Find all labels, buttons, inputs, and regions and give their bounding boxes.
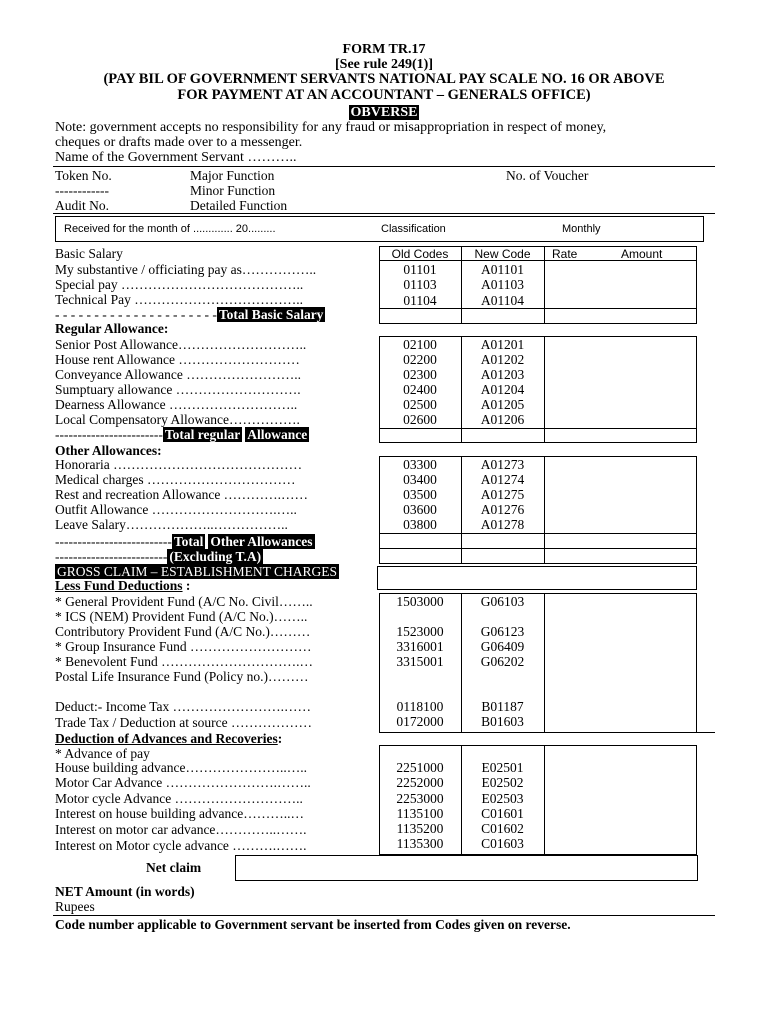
advance-row-old: 2251000 [396,760,444,775]
row-line [379,533,697,534]
basic-salary-heading: Basic Salary [55,246,123,261]
row-line [379,308,697,309]
regular-row-label: Senior Post Allowance……………………….. [55,337,307,352]
form-title-line2: FOR PAYMENT AT AN ACCOUNTANT – GENERALS OFFICE) [177,87,591,103]
regular-row-label: Sumptuary allowance ………………………. [55,382,301,397]
other-total-row2 [55,549,263,564]
row-line [379,428,697,429]
deduction-row-old: 1523000 [396,624,444,639]
obverse-label: OBVERSE [350,105,418,120]
basic-row-new: A01103 [481,277,524,292]
other-row-new: A01274 [480,472,525,487]
other-total-row1 [55,534,315,549]
excluding-ta: (Excluding T.A) [169,549,262,564]
advance-row-label: Interest on motor car advance…………..……. [55,822,307,837]
col-line [544,745,545,855]
gross-claim-wrap [55,564,339,579]
basic-row-new: A01104 [481,293,524,308]
advance-row-old: 1135100 [396,806,444,821]
regular-row-old: 02100 [403,337,437,352]
basic-total-row [55,307,325,322]
rate-header: Rate [552,247,578,261]
advance-row-label: Interest on Motor cycle advance ……….……. [55,838,307,853]
basic-row-label: Special pay ………………………………….. [55,277,304,292]
other-heading-text: Other Allowances [55,443,158,458]
advance-row-old: 1135200 [396,821,444,836]
other-total-label: Other Allowances [210,534,313,549]
regular-row-label: Dearness Allowance ……………………….. [55,397,298,412]
deduction-row-label: Deduct:- Income Tax …………………….…… [55,699,312,714]
regular-row-new: A01201 [480,337,525,352]
other-row-old: 03400 [403,472,437,487]
other-row-new: A01275 [480,487,525,502]
deduction-row-old: 0118100 [396,699,444,714]
regular-row-old: 02300 [403,367,437,382]
divider [53,213,715,214]
other-row-label: Honoraria …………………………………… [55,457,303,472]
net-amount-words: NET Amount (in words) [55,884,195,899]
other-row-old: 03300 [403,457,437,472]
basic-row-label: Technical Pay ……………………………….. [55,292,304,307]
basic-row-old: 01101 [403,262,437,277]
regular-row-new: A01206 [480,412,525,427]
advance-row-new: E02503 [481,791,524,806]
major-function: Major Function [190,168,275,183]
other-row-new: A01276 [480,502,525,517]
advance-row-old: 1135300 [396,836,444,851]
gross-claim-box [377,566,697,590]
advance-row-label: Motor Car Advance …………………….…….. [55,775,311,790]
deduction-row-new: G06103 [480,594,525,609]
received-month: Received for the month of ............. 20......... [64,223,276,235]
regular-row-new: A01203 [480,367,525,382]
other-total-dashes: -------------------------- [55,534,172,549]
fund-deductions-heading: Less Fund Deductions : [55,578,191,593]
detailed-function: Detailed Function [190,198,288,213]
other-row-label: Medical charges …………………………… [55,472,296,487]
advance-row-label: House building advance…………………..….. [55,760,307,775]
advance-row-new: C01603 [481,836,524,851]
other-allowances-heading: Other Allowances: [55,443,162,458]
deduction-row-new: B01603 [481,714,524,729]
classification-label: Classification [381,223,446,235]
monthly-label: Monthly [562,223,601,235]
net-claim-box [235,855,698,881]
deduction-row-new: G06123 [480,624,525,639]
regular-row-label: Conveyance Allowance …………………….. [55,367,301,382]
advance-row-old: 2253000 [396,791,444,806]
regular-row-label: House rent Allowance ……………………… [55,352,300,367]
col-line [544,593,545,733]
regular-total-dashes: ------------------------ [55,427,163,442]
row-line [379,260,697,261]
regular-row-new: A01205 [480,397,525,412]
regular-row-old: 02400 [403,382,437,397]
footer-note: Code number applicable to Government servant be inserted from Codes given on reverse. [55,917,571,932]
audit-label: Audit No. [55,198,109,213]
other-row-label: Rest and recreation Allowance ………….…… [55,487,309,502]
col-line [544,336,545,443]
advance-row-new: C01601 [481,806,524,821]
regular-row-new: A01204 [480,382,525,397]
row-line [379,548,697,549]
deduction-row-label: Contributory Provident Fund (A/C No.)……… [55,624,311,639]
other-row-old: 03800 [403,517,437,532]
note-line2: cheques or drafts made over to a messenger. [55,135,303,150]
regular-total-row [55,427,309,442]
advance-row-label: Interest on house building advance………..… [55,806,304,821]
deduction-row-new: G06202 [480,654,525,669]
advance-row-old: 2252000 [396,775,444,790]
deduction-row-old: 1503000 [396,594,444,609]
rule-reference: [See rule 249(1)] [335,57,433,72]
basic-row-label: My substantive / officiating pay as…………….. [55,262,317,277]
deduction-row-label: * ICS (NEM) Provident Fund (A/C No.)…….. [55,609,308,624]
other-total-word: Total [173,534,204,549]
net-claim-label: Net claim [146,860,202,875]
total-regular-allowance: Allowance [247,427,308,442]
minor-function: Minor Function [190,183,276,198]
other-row-new: A01273 [480,457,525,472]
gross-claim: GROSS CLAIM – ESTABLISHMENT CHARGES [57,564,337,579]
other-row-label: Leave Salary………………..…………….. [55,517,288,532]
obverse-label-wrap [0,104,768,120]
basic-row-old: 01104 [403,293,437,308]
regular-heading-text: Regular Allowance [55,321,164,336]
other-row-new: A01278 [480,517,525,532]
deduction-row-old: 3316001 [396,639,444,654]
deduction-row-new: G06409 [480,639,525,654]
deduction-row-label: * Benevolent Fund ………………………….… [55,654,313,669]
deduction-row-label: * Group Insurance Fund ……………………… [55,639,312,654]
advances-heading: Deduction of Advances and Recoveries: [55,731,283,746]
advance-row-new: E02501 [481,760,524,775]
deductions-heading-text: Less Fund Deductions [55,578,183,593]
token-dashes: ------------ [55,183,109,198]
form-number: FORM TR.17 [342,42,426,57]
other-row-old: 03600 [403,502,437,517]
deduction-row-label: Trade Tax / Deduction at source ……………… [55,715,313,730]
total-regular: Total regular [164,427,241,442]
other-total-dashes: ------------------------- [55,549,168,564]
servant-name: Name of the Government Servant ……….. [55,150,297,165]
voucher-label: No. of Voucher [506,168,589,183]
basic-total-dashes: - - - - - - - - - - - - - - - - - - - - - [55,307,217,322]
deduction-row-label: * General Provident Fund (A/C No. Civil…….. [55,594,313,609]
total-basic-salary: Total Basic Salary [218,307,324,322]
old-codes-header: Old Codes [391,247,449,261]
row-line [697,732,715,733]
regular-allowance-heading: Regular Allowance: [55,321,169,336]
regular-row-old: 02200 [403,352,437,367]
deduction-row-old: 0172000 [396,714,444,729]
advance-row-new: C01602 [481,821,524,836]
regular-row-label: Local Compensatory Allowance……………. [55,412,300,427]
new-code-header: New Code [474,247,531,261]
advances-heading-text: Deduction of Advances and Recoveries [55,731,278,746]
token-label: Token No. [55,168,112,183]
col-line [544,246,545,324]
deduction-row-old: 3315001 [396,654,444,669]
divider [53,915,715,916]
deduction-row-label: Postal Life Insurance Fund (Policy no.)……… [55,669,309,684]
deduction-row-new: B01187 [481,699,524,714]
note-line1: Note: government accepts no responsibility for any fraud or misappropriation in respect of money, [55,120,607,135]
amount-header: Amount [621,247,663,261]
advance-row-new: E02502 [481,775,524,790]
regular-row-old: 02500 [403,397,437,412]
advance-row-label: Motor cycle Advance ……………………….. [55,791,303,806]
rupees-label: Rupees [55,899,95,914]
advance-of-pay: * Advance of pay [55,746,150,761]
form-title-line1: (PAY BIL OF GOVERNMENT SERVANTS NATIONAL PAY SCALE NO. 16 OR ABOVE [103,71,665,87]
divider [53,166,715,167]
basic-row-old: 01103 [403,277,437,292]
other-row-label: Outfit Allowance ……………………….….. [55,502,297,517]
regular-row-old: 02600 [403,412,437,427]
regular-row-new: A01202 [480,352,525,367]
basic-row-new: A01101 [481,262,524,277]
other-row-old: 03500 [403,487,437,502]
